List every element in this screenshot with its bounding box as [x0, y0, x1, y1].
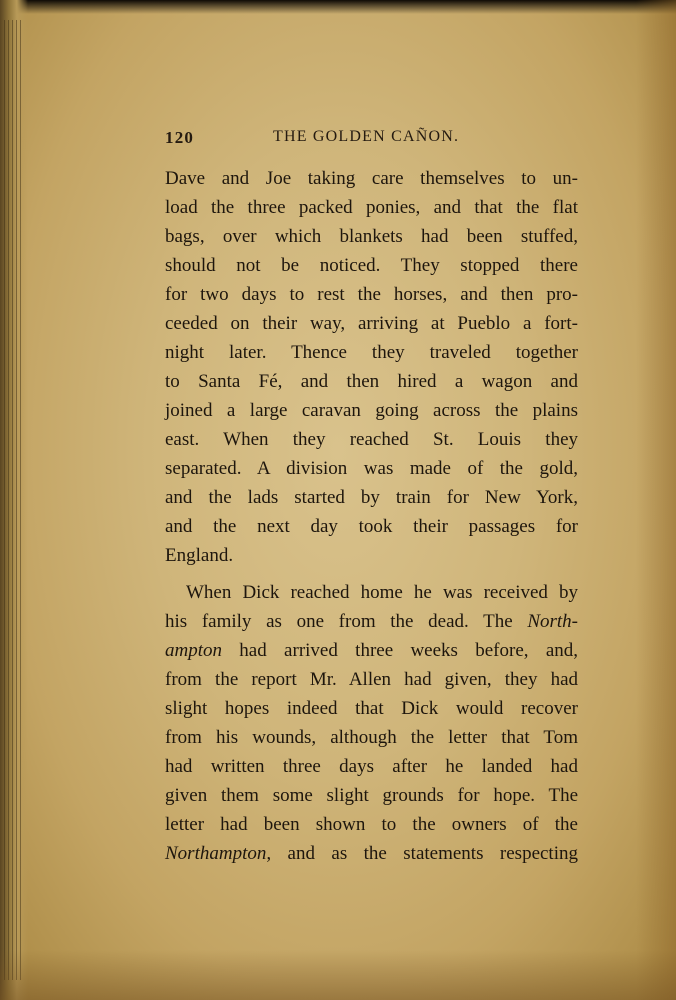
- text-line: [165, 251, 578, 280]
- text-segment: ceeded on their way, arriving at Pueblo a fort-: [165, 313, 578, 334]
- top-edge-shadow: [0, 0, 676, 14]
- text-line: [165, 338, 578, 367]
- text-line: [165, 636, 578, 665]
- text-line: [165, 367, 578, 396]
- text-line: [165, 752, 578, 781]
- text-line: [165, 723, 578, 752]
- text-segment: night later. Thence they traveled together: [165, 342, 578, 363]
- text-segment: from the report Mr. Allen had given, they had: [165, 669, 578, 690]
- text-line: [165, 694, 578, 723]
- text-segment: given them some slight grounds for hope. The: [165, 785, 578, 806]
- text-segment: joined a large caravan going across the plains: [165, 400, 578, 421]
- right-page-edge: [636, 0, 676, 1000]
- paragraph: [165, 578, 578, 868]
- text-segment: bags, over which blankets had been stuffed,: [165, 226, 578, 247]
- text-segment: When Dick reached home he was received by: [186, 582, 578, 603]
- text-segment: east. When they reached St. Louis they: [165, 429, 578, 450]
- paragraph-gap: [165, 570, 578, 578]
- text-segment: his family as one from the dead. The: [165, 611, 528, 632]
- text-line: [165, 665, 578, 694]
- bottom-page-edge: [0, 950, 676, 1000]
- text-segment: to Santa Fé, and then hired a wagon and: [165, 371, 578, 392]
- text-segment: should not be noticed. They stopped there: [165, 255, 578, 276]
- text-segment: had written three days after he landed had: [165, 756, 578, 777]
- text-line: [165, 607, 578, 636]
- text-segment: and the next day took their passages for: [165, 516, 578, 537]
- text-segment: for two days to rest the horses, and then pro-: [165, 284, 578, 305]
- text-line: [165, 454, 578, 483]
- running-title: THE GOLDEN CAÑON.: [273, 128, 460, 145]
- text-segment: had arrived three weeks before, and,: [222, 640, 578, 661]
- text-segment: and as the statements respecting: [271, 843, 578, 864]
- italic-text: Northampton,: [165, 843, 272, 864]
- text-line: [165, 193, 578, 222]
- text-line: [165, 810, 578, 839]
- text-line: [165, 578, 578, 607]
- text-segment: and the lads started by train for New York,: [165, 487, 578, 508]
- text-segment: Dave and Joe taking care themselves to un-: [165, 168, 578, 189]
- text-segment: letter had been shown to the owners of the: [165, 814, 578, 835]
- text-line: [165, 396, 578, 425]
- italic-text: ampton: [165, 640, 222, 661]
- spine-page-edges: [4, 20, 22, 980]
- body-text: [165, 164, 578, 868]
- text-line: [165, 280, 578, 309]
- text-line: [165, 222, 578, 251]
- text-segment: separated. A division was made of the gold,: [165, 458, 578, 479]
- text-line: [165, 483, 578, 512]
- text-segment: load the three packed ponies, and that the flat: [165, 197, 578, 218]
- page-number: 120: [165, 128, 195, 147]
- text-segment: slight hopes indeed that Dick would recover: [165, 698, 578, 719]
- book-spine: [0, 0, 28, 1000]
- paragraph: [165, 164, 578, 570]
- text-line: [165, 512, 578, 541]
- text-line: [165, 839, 578, 868]
- text-line: [165, 309, 578, 338]
- text-line: [165, 425, 578, 454]
- text-line: [165, 781, 578, 810]
- page-header: [165, 128, 577, 152]
- text-line: [165, 541, 578, 570]
- text-segment: England.: [165, 545, 234, 566]
- text-segment: from his wounds, although the letter that Tom: [165, 727, 578, 748]
- italic-text: North-: [527, 611, 578, 632]
- text-line: [165, 164, 578, 193]
